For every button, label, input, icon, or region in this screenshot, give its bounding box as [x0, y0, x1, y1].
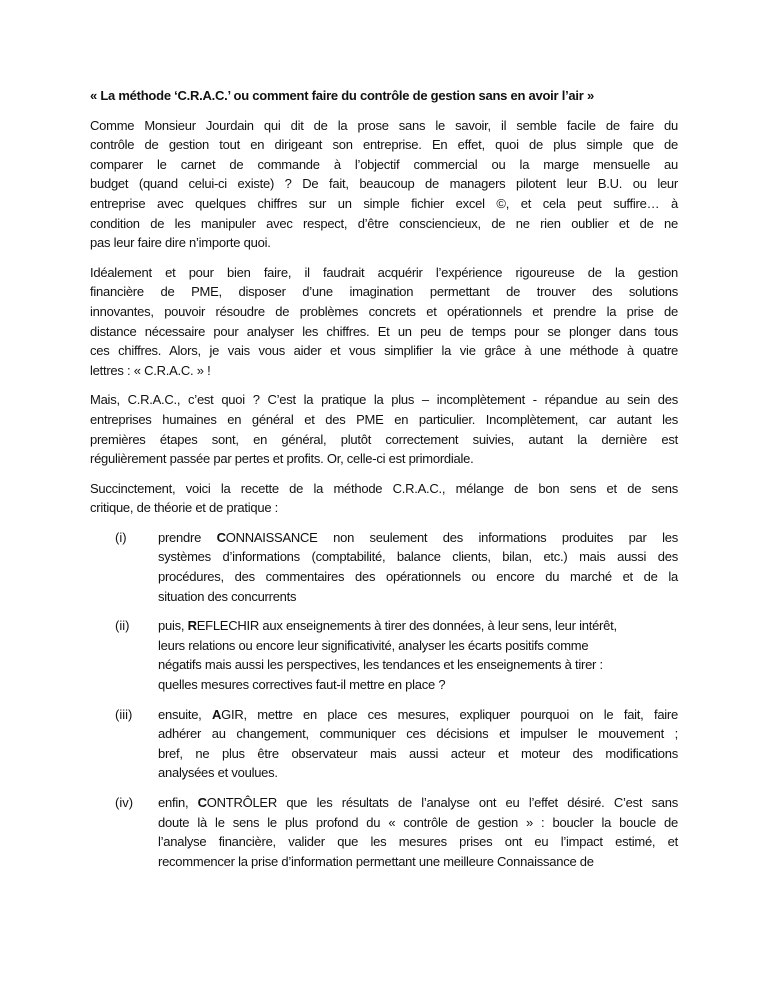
text-segment: puis,: [158, 618, 188, 634]
text-line: adhérer au changement, communiquer ces décisions et impulser le mouvement ;: [158, 726, 678, 742]
text-line: Idéalement et pour bien faire, il faudrait acquérir l’expérience rigoureuse de la gestion: [90, 264, 678, 280]
text-line: régulièrement passée par pertes et profits. Or, celle-ci est primordiale.: [90, 451, 474, 467]
list-item-number: (i): [115, 529, 127, 545]
text-line: premières étapes sont, en général, plutôt correctement suivies, autant la dernière est: [90, 431, 678, 447]
paragraph: [90, 263, 678, 381]
paragraph: [90, 479, 678, 518]
list-item-text: [158, 705, 678, 783]
text-line: [158, 528, 678, 548]
list-item: [90, 793, 678, 871]
text-line: leurs relations ou encore leur significativité, analyser les écarts positifs comme: [158, 637, 589, 653]
text-line: distance nécessaire pour analyser les chiffres. Et un peu de temps pour se plonger dans tous: [90, 323, 678, 339]
list-item-text: [158, 616, 678, 694]
text-segment: prendre: [158, 529, 217, 545]
text-line: [158, 705, 678, 725]
text-line: Succinctement, voici la recette de la méthode C.R.A.C., mélange de bon sens et de sens: [90, 480, 678, 496]
text-line: [158, 793, 678, 813]
text-line: bref, ne plus être observateur mais aussi acteur et moteur des modifications: [158, 745, 678, 761]
text-segment: ONNAISSANCE non seulement des informations produites par les: [225, 529, 678, 545]
list-item: [90, 705, 678, 783]
text-line: innovantes, pouvoir résoudre de problèmes concrets et opérationnels et prendre la prise de: [90, 303, 678, 319]
list-item-number: (iii): [115, 706, 133, 722]
document-page: [90, 86, 678, 881]
text-segment: GIR, mettre en place ces mesures, expliquer pourquoi on le fait, faire: [221, 706, 678, 722]
paragraph: [90, 116, 678, 253]
text-line: analysées et voulues.: [158, 765, 278, 781]
document-title: [90, 86, 678, 106]
text-line: comparer le carnet de commande à l’objectif commercial ou la marge mensuelle au: [90, 156, 678, 172]
list-item: [90, 528, 678, 606]
text-line: ces chiffres. Alors, je vais vous aider et vous simplifier la vie grâce à une méthode à quatre: [90, 343, 678, 359]
text-line: entreprises humaines en général et des PME en particulier. Incomplètement, car autant les: [90, 411, 678, 427]
crac-steps-list: [90, 528, 678, 872]
text-line: condition de les manipuler avec respect, d’être consciencieux, de ne rien oublier et de ne: [90, 215, 678, 231]
text-line: quelles mesures correctives faut-il mettre en place ?: [158, 677, 446, 693]
title-text: « La méthode ‘C.R.A.C.’ ou comment faire du contrôle de gestion sans en avoir l’air »: [90, 88, 594, 103]
text-line: situation des concurrents: [158, 588, 297, 604]
paragraph: [90, 390, 678, 468]
text-line: procédures, des commentaires des opérationnels ou encore du marché et de la: [158, 569, 678, 585]
list-item-text: [158, 793, 678, 871]
body-paragraphs: [90, 116, 678, 518]
text-line: doute là le sens le plus profond du « contrôle de gestion » : boucler la boucle de: [158, 814, 678, 830]
bold-initial: A: [211, 706, 222, 722]
list-item-number: (iv): [115, 795, 134, 810]
text-segment: EFLECHIR aux enseignements à tirer des données, à leur sens, leur intérêt,: [196, 618, 617, 634]
text-segment: ensuite,: [158, 706, 212, 722]
text-line: l’analyse financière, valider que les mesures prises ont eu l’impact estimé, et: [158, 834, 678, 850]
text-line: contrôle de gestion tout en dirigeant son entreprise. En effet, quoi de plus simple que de: [90, 137, 678, 153]
bold-initial: R: [187, 618, 197, 634]
text-line: lettres : « C.R.A.C. » !: [90, 362, 211, 378]
text-segment: ONTRÔLER que les résultats de l’analyse ont eu l’effet désiré. C’est sans: [206, 795, 678, 810]
text-line: systèmes d’informations (comptabilité, balance clients, bilan, etc.) mais aussi des: [158, 549, 678, 565]
text-line: financière de PME, disposer d’une imagination permettant de trouver des solutions: [90, 284, 678, 300]
text-line: négatifs mais aussi les perspectives, les tendances et les enseignements à tirer :: [158, 657, 603, 673]
list-item: [90, 616, 678, 694]
text-line: Comme Monsieur Jourdain qui dit de la prose sans le savoir, il semble facile de faire du: [90, 117, 678, 133]
text-line: critique, de théorie et de pratique :: [90, 500, 279, 516]
bold-initial: C: [197, 795, 207, 810]
list-item-text: [158, 528, 678, 606]
text-line: [158, 616, 678, 636]
text-line: recommencer la prise d’information permettant une meilleure Connaissance de: [158, 853, 594, 869]
text-line: Mais, C.R.A.C., c’est quoi ? C’est la pratique la plus – incomplètement - répandue au sein des: [90, 392, 678, 408]
text-line: budget (quand celui-ci existe) ? De fait, beaucoup de managers pilotent leur B.U. ou leur: [90, 176, 678, 192]
list-item-number: (ii): [115, 618, 130, 634]
text-line: pas leur faire dire n’importe quoi.: [90, 235, 271, 251]
bold-initial: C: [216, 529, 226, 545]
text-line: entreprise avec quelques chiffres sur un simple fichier excel ©, et cela peut suffire… à: [90, 195, 678, 211]
text-segment: enfin,: [158, 795, 198, 810]
